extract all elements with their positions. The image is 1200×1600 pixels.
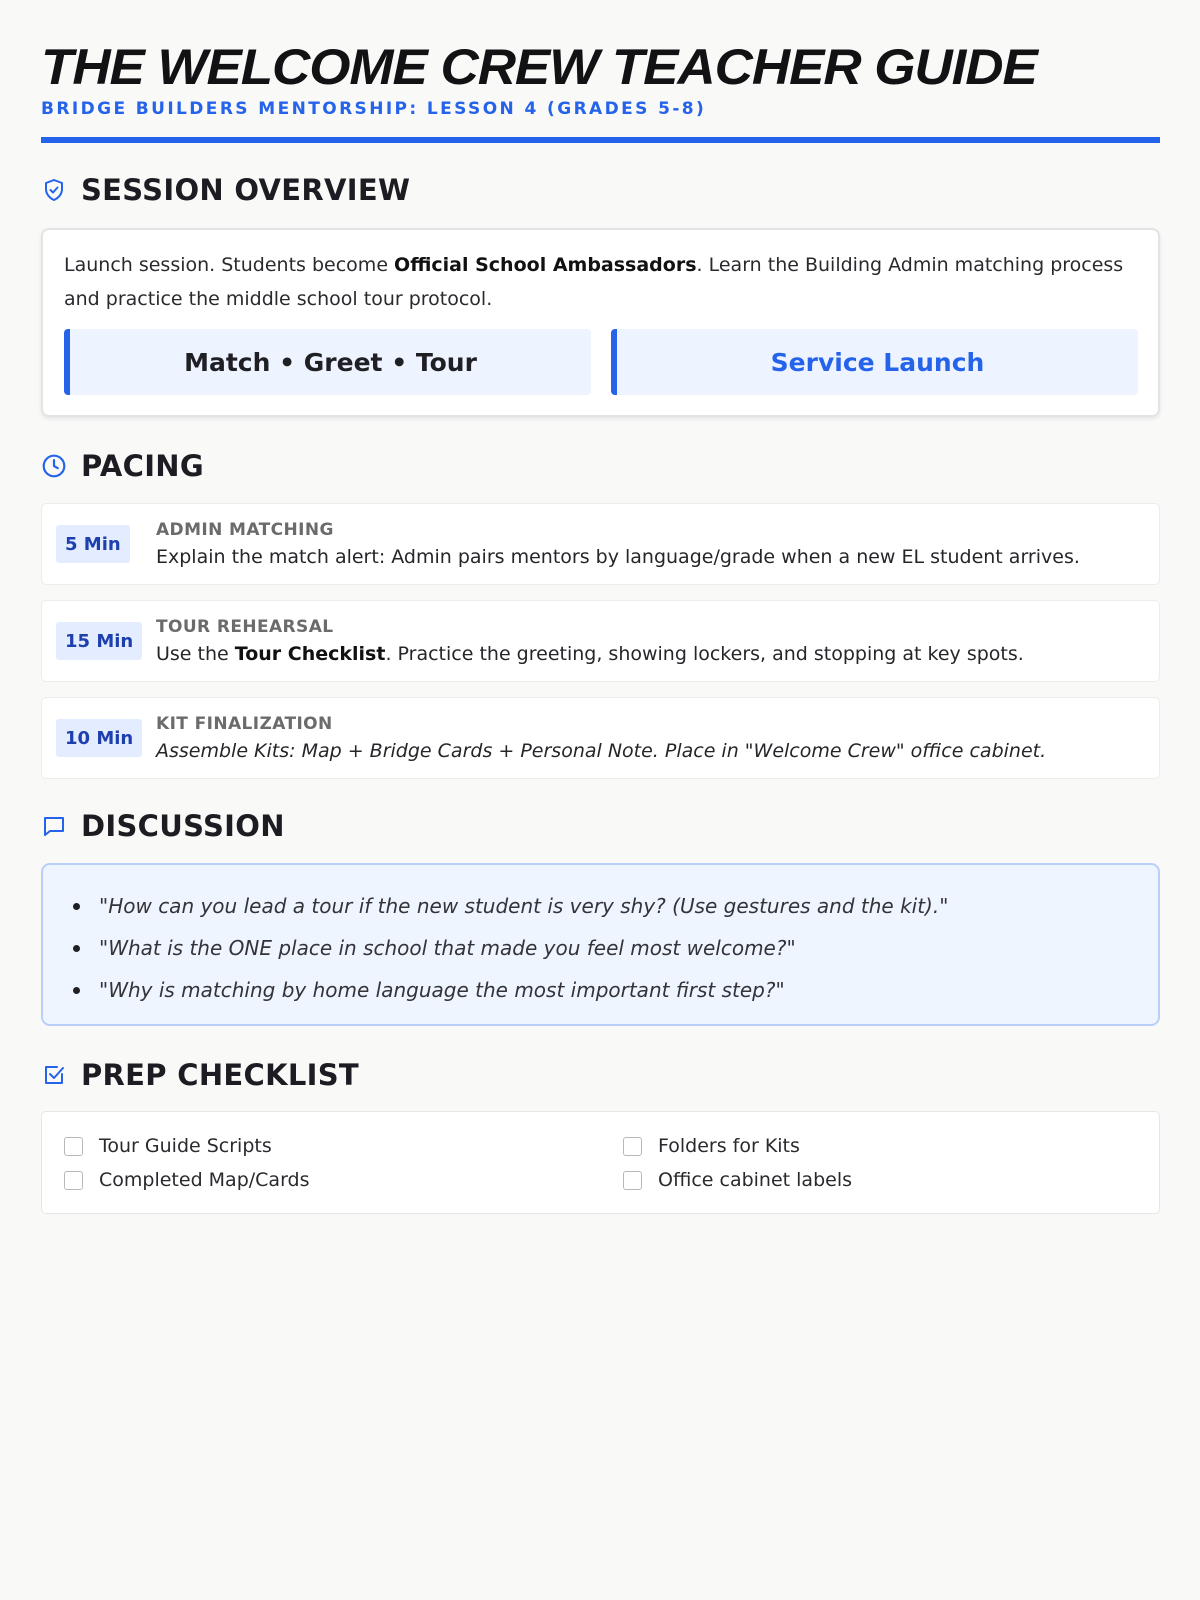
overview-description: [64, 248, 1139, 316]
checklist-item-label: Tour Guide Scripts: [99, 1135, 272, 1157]
pacing-step-text: Assemble Kits: Map + Bridge Cards + Personal Note. Place in "Welcome Crew" office cabinet.: [156, 740, 1047, 762]
pacing-text: Use the: [156, 643, 235, 665]
section-heading-pacing: [41, 449, 204, 483]
pacing-text-continued: . Practice the greeting, showing lockers, and stopping at key spots.: [385, 643, 1024, 665]
pacing-step-title: KIT FINALIZATION: [156, 714, 333, 734]
section-title: PACING: [81, 449, 204, 483]
checkbox[interactable]: [623, 1137, 642, 1156]
overview-card: [41, 228, 1160, 417]
discussion-question: "Why is matching by home language the most important first step?": [71, 969, 948, 1011]
pacing-step-text: Explain the match alert: Admin pairs mentors by language/grade when a new EL student arrives.: [156, 546, 1080, 568]
section-title: SESSION OVERVIEW: [81, 173, 411, 207]
section-title: DISCUSSION: [81, 809, 285, 843]
checklist-item[interactable]: [64, 1135, 272, 1157]
duration-badge: 5 Min: [56, 525, 130, 563]
section-title: PREP CHECKLIST: [81, 1058, 360, 1092]
focus-pill-match-greet-tour: Match • Greet • Tour: [64, 329, 591, 395]
checklist-item[interactable]: [623, 1135, 800, 1157]
checkbox[interactable]: [64, 1137, 83, 1156]
overview-text: Launch session. Students become: [64, 254, 395, 276]
overview-bold-text: Official School Ambassadors: [394, 254, 697, 276]
header-divider: [41, 137, 1160, 143]
discussion-question: "How can you lead a tour if the new student is very shy? (Use gestures and the kit).": [71, 885, 948, 927]
section-heading-overview: [41, 173, 410, 207]
clock-icon: [41, 453, 67, 479]
focus-pill-service-launch: Service Launch: [611, 329, 1138, 395]
checklist-card: [41, 1111, 1160, 1214]
duration-badge: 15 Min: [56, 622, 142, 660]
pacing-row: [41, 503, 1160, 585]
checklist-item[interactable]: [64, 1169, 310, 1191]
checklist-item-label: Folders for Kits: [658, 1135, 800, 1157]
discussion-box: [41, 863, 1160, 1026]
chat-bubble-icon: [41, 813, 67, 839]
checklist-item[interactable]: [623, 1169, 852, 1191]
page-title: THE WELCOME CREW TEACHER GUIDE: [41, 39, 1037, 95]
checkbox[interactable]: [623, 1171, 642, 1190]
pacing-bold-text: Tour Checklist: [234, 643, 386, 665]
checklist-item-label: Completed Map/Cards: [99, 1169, 310, 1191]
checklist-item-label: Office cabinet labels: [658, 1169, 852, 1191]
pacing-row: [41, 697, 1160, 779]
section-heading-checklist: [41, 1058, 359, 1092]
pacing-step-title: TOUR REHEARSAL: [156, 617, 334, 637]
pacing-step-title: ADMIN MATCHING: [156, 520, 334, 540]
discussion-question: "What is the ONE place in school that made you feel most welcome?": [71, 927, 948, 969]
pacing-step-text: [156, 643, 1146, 665]
page-subtitle: BRIDGE BUILDERS MENTORSHIP: LESSON 4 (GRADES 5-8): [41, 99, 707, 119]
discussion-list: [71, 885, 948, 1011]
checkbox-icon: [41, 1062, 67, 1088]
checkbox[interactable]: [64, 1171, 83, 1190]
section-heading-discussion: [41, 809, 285, 843]
shield-check-icon: [41, 177, 67, 203]
overview-text-continued: . Learn the Building Admin matching process and practice the middle school tour protocol.: [64, 254, 1124, 310]
pacing-row: [41, 600, 1160, 682]
duration-badge: 10 Min: [56, 719, 142, 757]
